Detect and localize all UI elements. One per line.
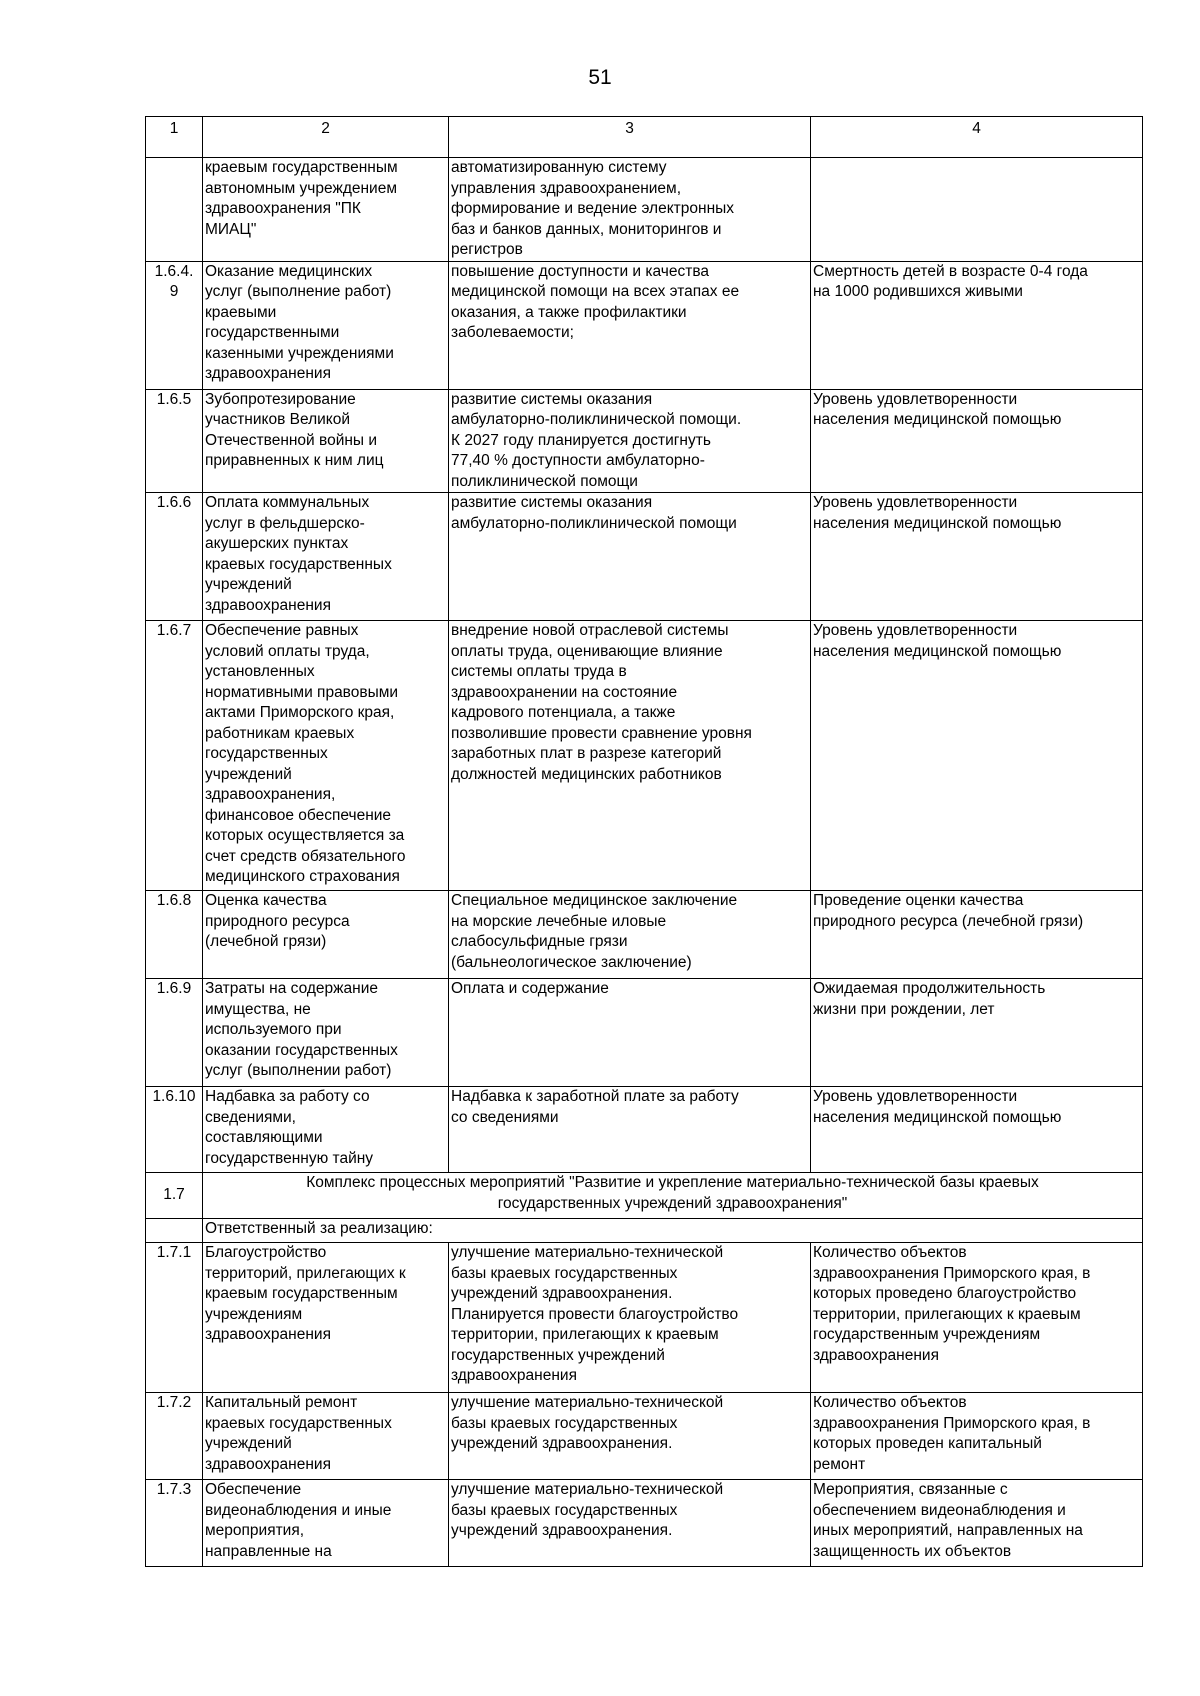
row-number: 1.6.10 — [146, 1087, 203, 1173]
table-row — [146, 1480, 1143, 1567]
table-header-row — [146, 117, 1143, 158]
measure-name: Оценка качества природного ресурса (лечебной грязи) — [203, 891, 449, 979]
table-row — [146, 1393, 1143, 1480]
row-number: 1.6.9 — [146, 979, 203, 1087]
measure-name: Благоустройство территорий, прилегающих к краевым государственным учреждениям здравоохранения — [203, 1243, 449, 1393]
table-row — [146, 389, 1143, 493]
measure-result: повышение доступности и качества медицинской помощи на всех этапах ее оказания, а также профилактики заболеваемости; — [449, 261, 811, 389]
measure-result: внедрение новой отраслевой системы оплаты труда, оценивающие влияние системы оплаты труда в здравоохранении на состояние кадрового потенциала, а также позволившие провести сравнение уровня заработных плат в разрезе категорий должностей медицинских работников — [449, 621, 811, 891]
measure-name: Затраты на содержание имущества, не используемого при оказании государственных услуг (выполнении работ) — [203, 979, 449, 1087]
measure-name: Надбавка за работу со сведениями, составляющими государственную тайну — [203, 1087, 449, 1173]
measure-result: развитие системы оказания амбулаторно-поликлинической помощи — [449, 493, 811, 621]
measure-result: Надбавка к заработной плате за работу со сведениями — [449, 1087, 811, 1173]
measure-result: развитие системы оказания амбулаторно-поликлинической помощи. К 2027 году планируется достигнуть 77,40 % доступности амбулаторно- поликлинической помощи — [449, 389, 811, 493]
table-row — [146, 493, 1143, 621]
measure-indicator: Смертность детей в возрасте 0-4 года на 1000 родившихся живыми — [811, 261, 1143, 389]
measure-result: автоматизированную систему управления здравоохранением, формирование и ведение электронных баз и банков данных, мониторингов и регистров — [449, 158, 811, 262]
measure-name: Оплата коммунальных услуг в фельдшерско- акушерских пунктах краевых государственных учреждений здравоохранения — [203, 493, 449, 621]
measure-result: Оплата и содержание — [449, 979, 811, 1087]
measure-indicator: Уровень удовлетворенности населения медицинской помощью — [811, 493, 1143, 621]
responsible-number-cell — [146, 1219, 203, 1243]
row-number: 1.6.4. 9 — [146, 261, 203, 389]
row-number: 1.7.3 — [146, 1480, 203, 1567]
measure-indicator: Уровень удовлетворенности населения медицинской помощью — [811, 1087, 1143, 1173]
measure-indicator: Количество объектов здравоохранения Приморского края, в которых проведен капитальный ремонт — [811, 1393, 1143, 1480]
measure-indicator: Уровень удовлетворенности населения медицинской помощью — [811, 621, 1143, 891]
row-number: 1.6.7 — [146, 621, 203, 891]
measure-name: Зубопротезирование участников Великой Отечественной войны и приравненных к ним лиц — [203, 389, 449, 493]
measure-name: Оказание медицинских услуг (выполнение работ) краевыми государственными казенными учреждениями здравоохранения — [203, 261, 449, 389]
row-number: 1.6.5 — [146, 389, 203, 493]
measure-result: улучшение материально-технической базы краевых государственных учреждений здравоохранения. — [449, 1480, 811, 1567]
measures-table — [145, 116, 1143, 1567]
measure-indicator — [811, 158, 1143, 262]
table-row — [146, 158, 1143, 262]
measure-name: Обеспечение видеонаблюдения и иные мероприятия, направленные на — [203, 1480, 449, 1567]
measure-indicator: Ожидаемая продолжительность жизни при рождении, лет — [811, 979, 1143, 1087]
table-row — [146, 621, 1143, 891]
section-row — [146, 1173, 1143, 1219]
measure-indicator: Количество объектов здравоохранения Приморского края, в которых проведено благоустройство территории, прилегающих к краевым государственным учреждениям здравоохранения — [811, 1243, 1143, 1393]
measure-name: Капитальный ремонт краевых государственных учреждений здравоохранения — [203, 1393, 449, 1480]
header-cell-4: 4 — [811, 117, 1143, 158]
measure-indicator: Проведение оценки качества природного ресурса (лечебной грязи) — [811, 891, 1143, 979]
measure-indicator: Мероприятия, связанные с обеспечением видеонаблюдения и иных мероприятий, направленных на защищенность их объектов — [811, 1480, 1143, 1567]
table-row — [146, 979, 1143, 1087]
measure-result: улучшение материально-технической базы краевых государственных учреждений здравоохранения. Планируется провести благоустройство территории, прилегающих к краевым государственных учреждений здравоохранения — [449, 1243, 811, 1393]
measure-result: Специальное медицинское заключение на морские лечебные иловые слабосульфидные грязи (бальнеологическое заключение) — [449, 891, 811, 979]
table-row — [146, 1087, 1143, 1173]
row-number: 1.7.1 — [146, 1243, 203, 1393]
measure-name: краевым государственным автономным учреждением здравоохранения "ПК МИАЦ" — [203, 158, 449, 262]
row-number: 1.6.8 — [146, 891, 203, 979]
page-number: 51 — [588, 66, 612, 89]
measure-name: Обеспечение равных условий оплаты труда, установленных нормативными правовыми актами Приморского края, работникам краевых государственных учреждений здравоохранения, финансовое обеспечение которых осуществляется за счет средств обязательного медицинского страхования — [203, 621, 449, 891]
responsible-label: Ответственный за реализацию: — [203, 1219, 1143, 1243]
table-row — [146, 261, 1143, 389]
section-number: 1.7 — [146, 1173, 203, 1219]
row-number: 1.6.6 — [146, 493, 203, 621]
section-title: Комплекс процессных мероприятий "Развитие и укрепление материально-технической базы краевых государственных учреждений здравоохранения" — [203, 1173, 1143, 1219]
row-number: 1.7.2 — [146, 1393, 203, 1480]
header-cell-3: 3 — [449, 117, 811, 158]
table-row — [146, 1243, 1143, 1393]
measure-indicator: Уровень удовлетворенности населения медицинской помощью — [811, 389, 1143, 493]
header-cell-2: 2 — [203, 117, 449, 158]
responsible-row — [146, 1219, 1143, 1243]
measure-result: улучшение материально-технической базы краевых государственных учреждений здравоохранения. — [449, 1393, 811, 1480]
header-cell-1: 1 — [146, 117, 203, 158]
row-number — [146, 158, 203, 262]
table-row — [146, 891, 1143, 979]
